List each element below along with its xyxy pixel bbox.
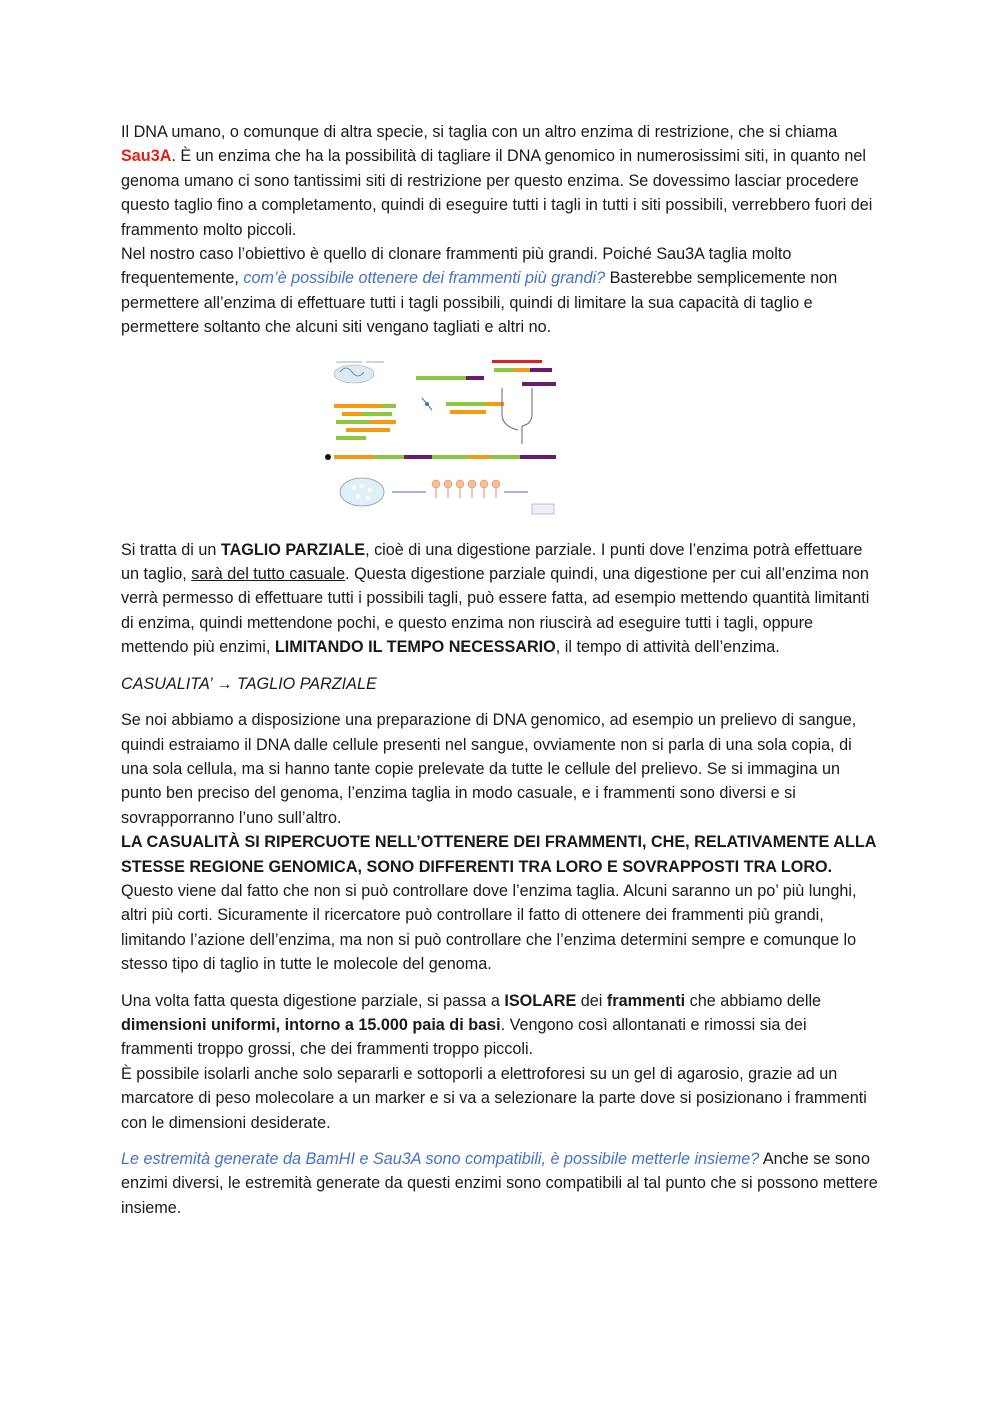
enzyme-name: Sau3A bbox=[121, 147, 172, 166]
paragraph-genomic-prep: Se noi abbiamo a disposizione una preparazione di DNA genomico, ad esempio un prelievo di sangue, quindi estraiamo il DNA dalle cellule presenti nel sangue, ovviamente non si parla di una sola copia, di una sola cellula, ma si hanno tante copie prelevate da tutte le cellule del prelievo. Se si immagina un punto ben preciso del genoma, l’enzima taglia in modo casuale, e i frammenti sono diversi e si sovrapporranno l’uno sull’altro. bbox=[121, 711, 857, 827]
paragraph-isolation: Una volta fatta questa digestione parziale, si passa a ISOLARE dei frammenti che abbiamo delle dimensioni uniformi, intorno a 15.000 paia di basi. Vengono così allontanati e rimossi sia dei frammenti troppo grossi, che dei frammenti troppo piccoli. bbox=[121, 991, 822, 1059]
paragraph-objective: Nel nostro caso l’obiettivo è quello di clonare frammenti più grandi. Poiché Sau3A taglia molto frequentemente, com’è possibile ottenere dei frammenti più grandi? Basterebbe semplicemente non permettere all’enzima di effettuare tutti i tagli possibili, quindi di limitare la sua capacità di taglio e permettere soltanto che alcuni siti vengano tagliati e altri no. bbox=[121, 245, 838, 337]
paragraph-intro: Il DNA umano, o comunque di altra specie, si taglia con un altro enzima di restrizione, che si chiama Sau3A. È un enzima che ha la possibilità di tagliare il DNA genomico in numerosissimi siti, in quanto nel genoma umano ci sono tantissimi siti di restrizione per questo enzima. Se dovessimo lasciar procedere questo taglio fino a completamento, quindi di eseguire tutti i tagli in tutti i siti possibili, verrebbero fuori dei frammento molto piccoli. bbox=[121, 123, 873, 239]
cloning-diagram-image bbox=[322, 354, 562, 524]
paragraph-randomness-bold: LA CASUALITÀ SI RIPERCUOTE NELL’OTTENERE DEI FRAMMENTI, CHE, RELATIVAMENTE ALLA STESSE REGIONE GENOMICA, SONO DIFFERENTI TRA LORO E SOVRAPPOSTI TRA LORO. bbox=[121, 833, 876, 876]
cloning-diagram-figure bbox=[322, 354, 562, 524]
paragraph-control: Questo viene dal fatto che non si può controllare dove l’enzima taglia. Alcuni saranno un po’ più lunghi, altri più corti. Sicuramente il ricercatore può controllare il fatto di ottenere dei frammenti più grandi, limitando l’azione dell’enzima, ma non si può controllare che l’enzima determini sempre e comunque lo stesso tipo di taglio in tutte le molecole del genoma. bbox=[121, 881, 857, 974]
paragraph-compatible-ends: Le estremità generate da BamHI e Sau3A sono compatibili, è possibile metterle insieme? Anche se sono enzimi diversi, le estremità generate da questi enzimi sono compatibili al tal punto che si possono mettere insieme. bbox=[121, 1150, 878, 1217]
bold-partial-cut: TAGLIO PARZIALE bbox=[220, 540, 366, 559]
question-text-ends: Le estremità generate da BamHI e Sau3A sono compatibili, è possibile metterle insieme? bbox=[121, 1150, 760, 1168]
bold-time-limit: LIMITANDO IL TEMPO NECESSARIO bbox=[274, 638, 556, 657]
section-heading: CASUALITA’ → TAGLIO PARZIALE bbox=[121, 674, 377, 693]
underlined-random: sarà del tutto casuale bbox=[191, 565, 346, 584]
question-text: com’è possibile ottenere dei frammenti più grandi? bbox=[243, 269, 606, 288]
paragraph-electrophoresis: È possibile isolarli anche solo separarli e sottoporli a elettroforesi su un gel di agarosio, grazie ad un marcatore di peso molecolare a un marker e si va a selezionare la parte dove si posizionano i frammenti con le dimensioni desiderate. bbox=[121, 1064, 867, 1132]
arrow-icon: → bbox=[216, 674, 233, 693]
paragraph-partial-cut: Si tratta di un TAGLIO PARZIALE, cioè di una digestione parziale. I punti dove l’enzima potrà effettuare un taglio, sarà del tutto casuale. Questa digestione parziale quindi, una digestione per cui all’enzima non verrà permesso di effettuare tutti i possibili tagli, può essere fatta, ad esempio mettendo quantità limitanti di enzima, quindi mettendone pochi, e questo enzima non riuscirà ad eseguire tutti i tagli, oppure mettendo più enzimi, LIMITANDO IL TEMPO NECESSARIO, il tempo di attività dell’enzima. bbox=[121, 540, 870, 657]
